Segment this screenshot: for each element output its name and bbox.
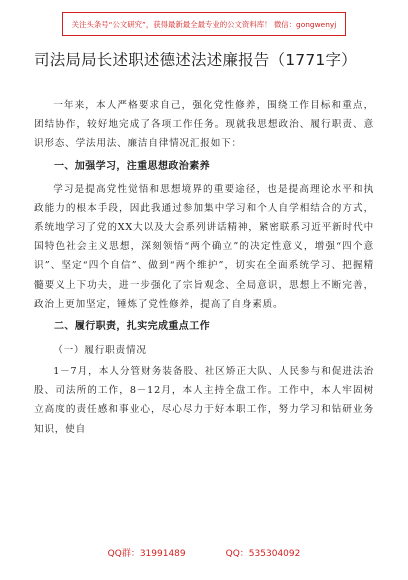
footer-qq-group: QQ群：31991489	[107, 549, 186, 559]
section-1	[34, 156, 374, 314]
header-banner-text: 关注头条号“公文研究”，获得最新最全最专业的公文资料库！ 微信：gongwenyj	[71, 19, 337, 29]
document-body	[34, 96, 374, 439]
section-heading: 二、履行职责，扎实完成重点工作	[54, 321, 210, 333]
section-paragraph: 1－7月，本人分管财务装备股、社区矫正大队、人民参与和促进法治股、司法所的工作，8－12月，本人主持全盘工作。工作中，本人牢固树立高度的责任感和事业心，尽心尽力于好本职工作，努力学习和钻研业务知识，使自	[34, 366, 374, 435]
page-title: 司法局局长述职述德述法述廉报告（1771字）	[34, 51, 357, 69]
section-subheading: （一）履行职责情况	[53, 345, 147, 357]
footer-contact	[0, 546, 408, 559]
footer-qq: QQ：535304092	[225, 549, 301, 559]
section-heading: 一、加强学习，注重思想政治素养	[54, 160, 210, 172]
section-2	[34, 316, 374, 439]
section-paragraph: 学习是提高党性觉悟和思想境界的重要途径，也是提高理论水平和执政能力的根本手段，因此我通过参加集中学习和个人自学相结合的方式，系统地学习了党的XX大以及大会系列讲话精神，紧密联系习近平新时代中国特色社会主义思想，深刻领悟“两个确立”的决定性意义，增强“四个意识”、坚定“四个自信”、做到“两个维护”，切实在全面系统学习、把握精髓要义上下功夫，进一步强化了宗旨观念、全局意识，思想上不断完善，政治上更加坚定，锤炼了党性修养，提高了自身素质。	[34, 183, 374, 310]
intro-paragraph: 一年来，本人严格要求自己，强化党性修养，围绕工作目标和重点，团结协作，较好地完成了各项工作任务。现就我思想政治、履行职责、意识形态、学法用法、廉洁自律情况汇报如下：	[34, 100, 374, 150]
header-banner	[62, 12, 346, 36]
